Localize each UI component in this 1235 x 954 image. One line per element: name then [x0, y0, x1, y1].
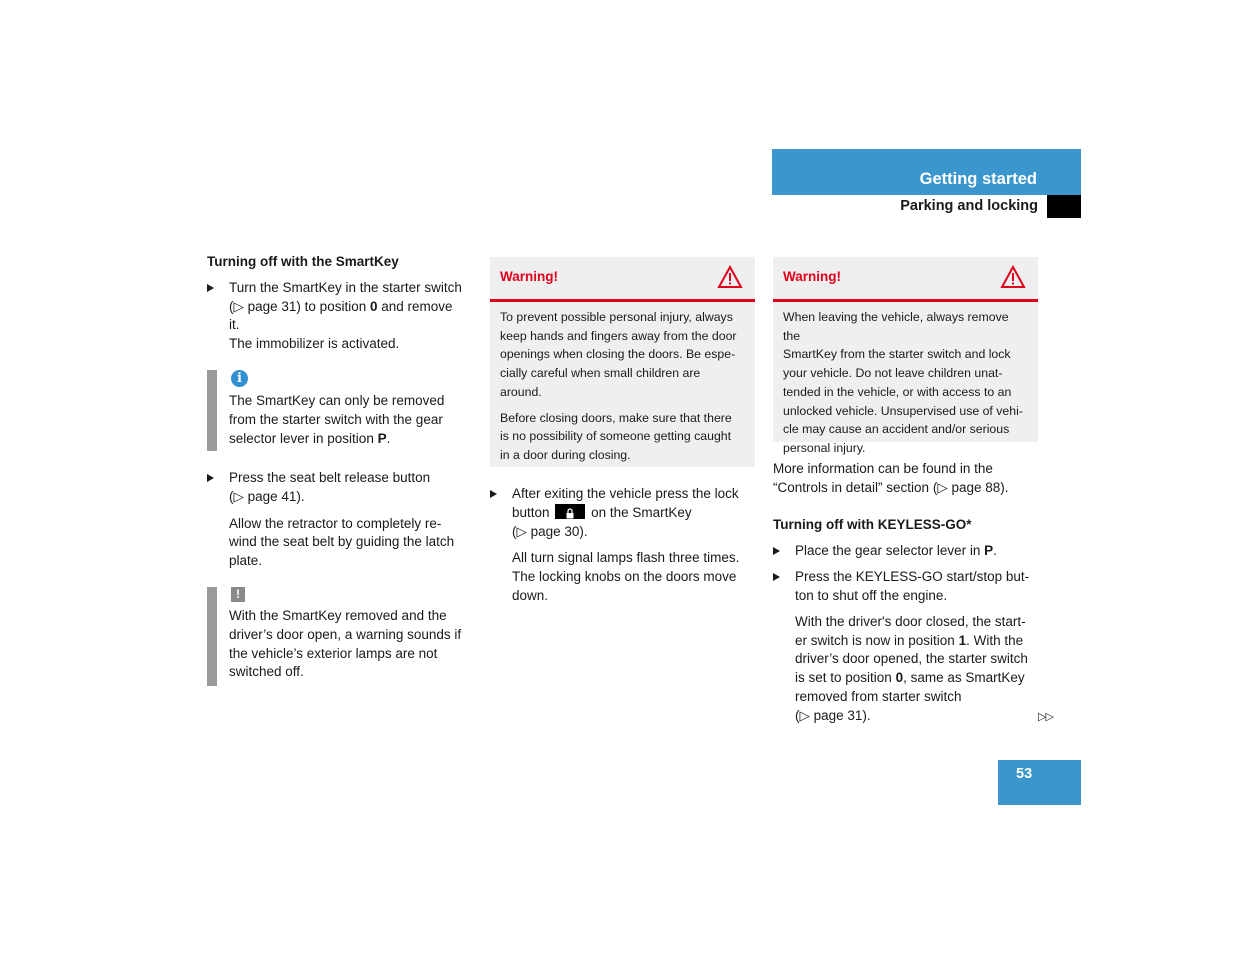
step-lock-vehicle [490, 485, 755, 606]
warning-paragraph: Before closing doors, make sure that there is no possibility of someone getting caught in a door during closing. [500, 410, 732, 462]
info-text: The SmartKey can only be removed from the starter switch with the gear selector lever in position P. [229, 392, 445, 446]
warning-header [773, 257, 1038, 302]
warning-triangle-icon [717, 265, 743, 289]
bullet-arrow-icon [207, 474, 214, 482]
column-3 [773, 460, 1043, 726]
page-number: 53 [1016, 766, 1033, 782]
step-text: Press the KEYLESS-GO start/stop but- ton to shut off the engine. [795, 569, 1030, 603]
bullet-arrow-icon [773, 547, 780, 555]
section-title: Getting started [919, 170, 1037, 188]
page-number-box [998, 760, 1081, 805]
warning-title: Warning! [500, 269, 558, 284]
step-paragraph: With the driver's door closed, the start- er switch is now in position 1. With the driver’s door opened, the starter switch is set to position 0, same as SmartKey removed from starter switch (▷ page 31). [795, 613, 1028, 723]
warning-body [490, 302, 755, 471]
step-text: Press the seat belt release button (▷ page 41). [229, 469, 431, 504]
subsection-title: Parking and locking [900, 198, 1038, 214]
warning-header [490, 257, 755, 302]
caution-note [207, 587, 472, 686]
step-paragraph: All turn signal lamps flash three times. The locking knobs on the doors move down. [512, 550, 740, 603]
warning-paragraph: When leaving the vehicle, always remove the SmartKey from the starter switch and lock your vehicle. Do not leave children unat- tended in the vehicle, or with access to an unlocked vehicle. Unsupervised use of vehi- cle may cause an accident and/or serious personal injury. [783, 310, 1023, 455]
warning-paragraph: To prevent possible personal injury, always keep hands and fingers away from the door openings when closing the doors. Be espe- cially careful when small children are around. [500, 310, 737, 399]
warning-box-doors [490, 257, 755, 467]
more-info-text: More information can be found in the “Controls in detail” section (▷ page 88). [773, 461, 1009, 495]
step-turn-smartkey [207, 279, 472, 354]
heading-smartkey: Turning off with the SmartKey [207, 254, 399, 269]
bullet-arrow-icon [490, 490, 497, 498]
step-start-stop-button [773, 568, 1043, 725]
caution-text: With the SmartKey removed and the driver’s door open, a warning sounds if the vehicle’s exterior lamps are not switched off. [229, 607, 462, 680]
section-header-bar [772, 149, 1081, 195]
column-1 [207, 253, 472, 686]
step-seat-belt [207, 469, 472, 571]
bullet-arrow-icon [773, 573, 780, 581]
subsection-header [772, 195, 1047, 218]
step-text: Place the gear selector lever in P. [795, 543, 997, 559]
padlock-icon [555, 504, 585, 519]
warning-triangle-icon [1000, 265, 1026, 289]
caution-icon: ! [231, 587, 245, 602]
heading-keyless-go: Turning off with KEYLESS-GO* [773, 516, 972, 532]
step-text: After exiting the vehicle press the lock button on the SmartKey (▷ page 30). [512, 486, 739, 539]
warning-box-children [773, 257, 1038, 455]
warning-body [773, 302, 1038, 464]
header-marker-block [1047, 195, 1081, 218]
step-text: Turn the SmartKey in the starter switch (▷ page 31) to position 0 and remove it. The immobilizer is activated. [229, 279, 462, 352]
column-2 [490, 485, 755, 606]
step-paragraph: Allow the retractor to completely re- wind the seat belt by guiding the latch plate. [229, 515, 455, 569]
continue-marker: ▷▷ [1038, 711, 1053, 723]
info-icon: i [231, 370, 248, 387]
warning-title: Warning! [783, 269, 841, 284]
info-note [207, 370, 472, 451]
bullet-arrow-icon [207, 284, 214, 292]
step-gear-selector [773, 542, 1043, 561]
